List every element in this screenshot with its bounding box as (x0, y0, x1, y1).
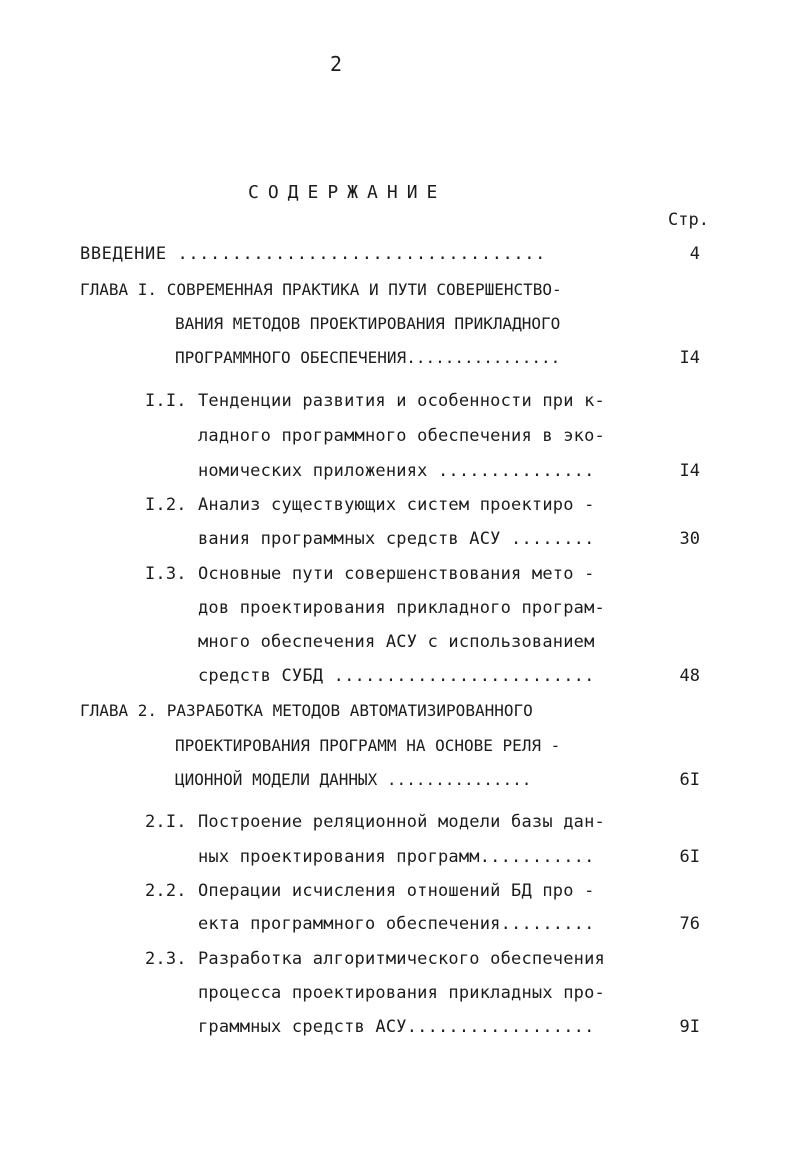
toc-section-page: 48 (679, 666, 700, 686)
toc-heading: СОДЕРЖАНИЕ (248, 182, 447, 203)
toc-section-line: ладного программного обеспечения в эко- (198, 426, 605, 446)
toc-section-line: средств СУБД ......................... (198, 666, 595, 686)
toc-section-number: 2.2. (145, 881, 187, 901)
toc-intro: ВВЕДЕНИЕ .................................. (80, 244, 546, 264)
toc-section-page: 9I (679, 1017, 700, 1037)
toc-section-line: много обеспечения АСУ с использованием (198, 632, 595, 652)
toc-chapter2-line: ГЛАВА 2. РАЗРАБОТКА МЕТОДОВ АВТОМАТИЗИРОВАННОГО (80, 701, 533, 720)
toc-section-number: 2.I. (145, 812, 187, 832)
toc-section-line: Разработка алгоритмического обеспечения (198, 949, 605, 969)
toc-section-line: вания программных средств АСУ ........ (198, 529, 595, 549)
toc-section-number: 2.3. (145, 949, 187, 969)
toc-section-line: Тенденции развития и особенности при к- (198, 391, 605, 411)
toc-section-page: I4 (679, 461, 700, 481)
toc-section-line: Операции исчисления отношений БД про - (198, 881, 595, 901)
toc-section-line: екта программного обеспечения......... (198, 914, 595, 934)
toc-section-page: 6I (679, 847, 700, 867)
toc-section-number: I.2. (145, 495, 187, 515)
toc-section-line: Построение реляционной модели базы дан- (198, 812, 605, 832)
toc-section-line: Основные пути совершенствования мето - (198, 564, 595, 584)
toc-chapter1-line: ВАНИЯ МЕТОДОВ ПРОЕКТИРОВАНИЯ ПРИКЛАДНОГО (175, 314, 561, 333)
toc-section-line: процесса проектирования прикладных про- (198, 983, 605, 1003)
toc-section-number: I.3. (145, 564, 187, 584)
toc-chapter2-line: ЦИОННОЙ МОДЕЛИ ДАННЫХ ............... (175, 770, 532, 789)
toc-chapter1-line: ГЛАВА I. СОВРЕМЕННАЯ ПРАКТИКА И ПУТИ СОВЕРШЕНСТВО- (80, 280, 562, 299)
page-number: 2 (330, 52, 343, 76)
toc-chapter1-line: ПРОГРАММНОГО ОБЕСПЕЧЕНИЯ................ (175, 348, 561, 367)
toc-section-page: 30 (679, 529, 700, 549)
toc-section-line: номических приложениях ............... (198, 461, 595, 481)
toc-intro-page: 4 (689, 244, 700, 264)
toc-chapter2-page: 6I (679, 770, 700, 790)
toc-section-number: I.I. (145, 391, 187, 411)
toc-section-line: дов проектирования прикладного програм- (198, 598, 605, 618)
toc-chapter1-page: I4 (679, 348, 700, 368)
toc-chapter2-line: ПРОЕКТИРОВАНИЯ ПРОГРАММ НА ОСНОВЕ РЕЛЯ - (175, 736, 561, 755)
toc-section-line: граммных средств АСУ.................. (198, 1017, 595, 1037)
toc-section-page: 76 (679, 914, 700, 934)
toc-section-line: Анализ существующих систем проектиро - (198, 495, 595, 515)
page-column-label: Стр. (668, 210, 709, 230)
toc-section-line: ных проектирования программ........... (198, 847, 595, 867)
